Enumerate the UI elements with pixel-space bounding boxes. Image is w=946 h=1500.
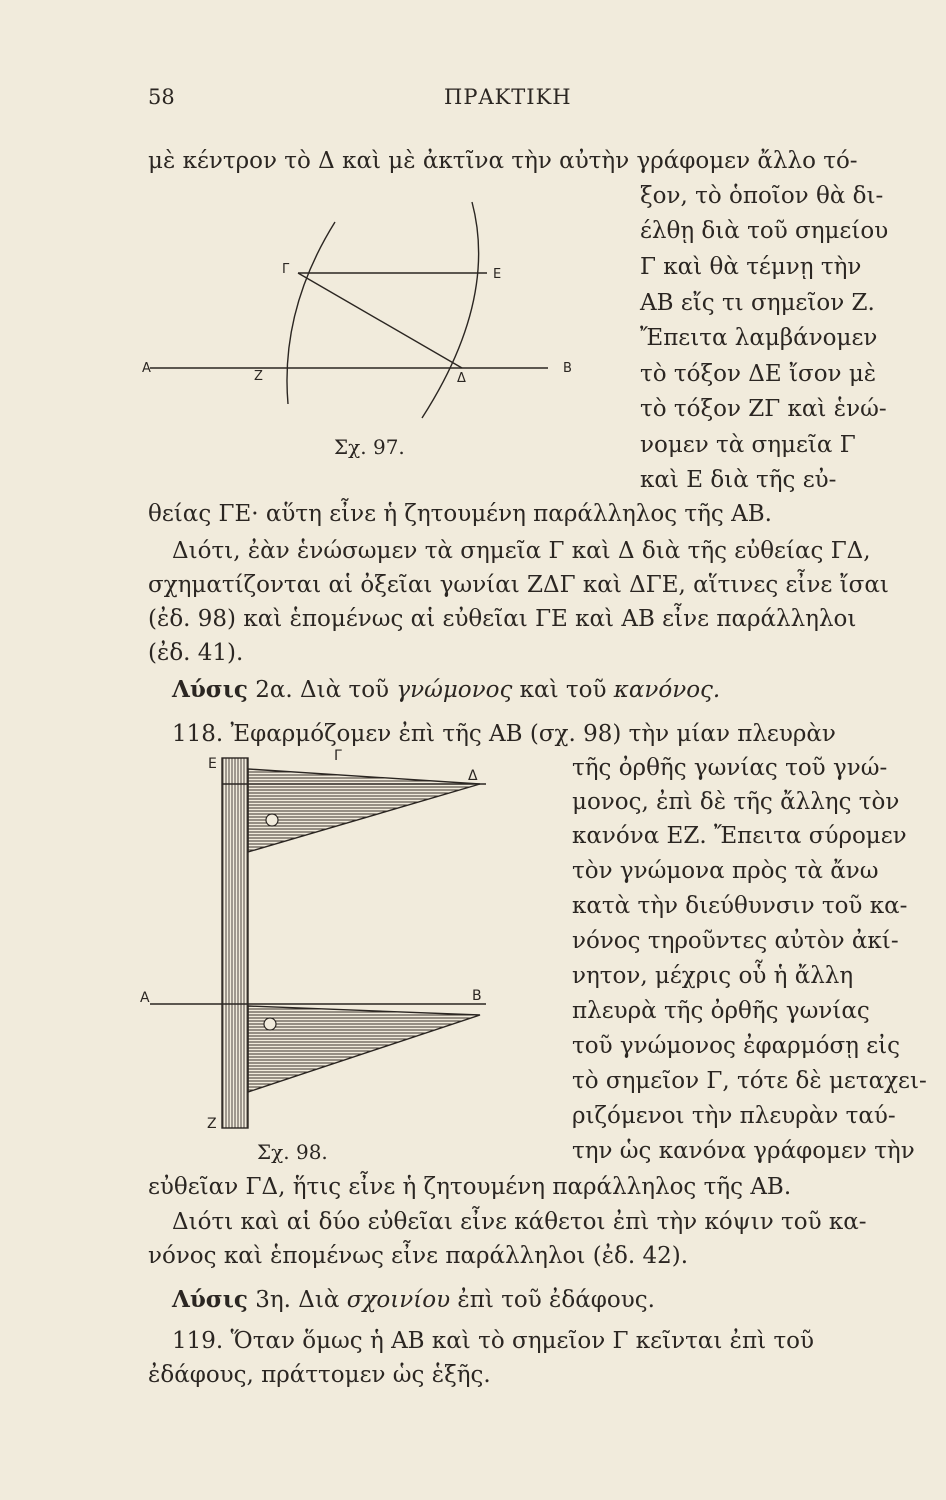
lysis-rest: ἐπὶ τοῦ ἐδάφους. bbox=[457, 1287, 655, 1313]
text-line: τὸ τόξον ΔΕ ἴσον μὲ bbox=[640, 361, 877, 387]
fig97-label-z: Ζ bbox=[254, 369, 263, 384]
set-square-lower bbox=[248, 1006, 480, 1092]
lysis-text: Διὰ τοῦ bbox=[300, 677, 390, 703]
fig97-label-e: Ε bbox=[493, 267, 502, 282]
text-line: (ἐδ. 41). bbox=[148, 640, 244, 666]
text-line: Ἔπειτα λαμβάνομεν bbox=[640, 325, 878, 351]
text-line: κατὰ τὴν διεύθυνσιν τοῦ κα- bbox=[572, 893, 908, 919]
text-line: τὸν γνώμονα πρὸς τὰ ἄνω bbox=[572, 858, 879, 884]
text-line: Διότι, ἐὰν ἑνώσωμεν τὰ σημεῖα Γ καὶ Δ διὰ τῆς εὐθείας ΓΔ, bbox=[172, 538, 871, 564]
lysis-3-heading bbox=[172, 1288, 655, 1312]
text-line: 119. Ὅταν ὅμως ἡ ΑΒ καὶ τὸ σημεῖον Γ κεῖνται ἐπὶ τοῦ bbox=[172, 1328, 815, 1354]
set-square-upper bbox=[248, 769, 480, 852]
fig97-label-a: Α bbox=[142, 361, 151, 376]
text-line: έλθῃ διὰ τοῦ σημείου bbox=[640, 218, 889, 244]
running-title: ΠΡΑΚΤΙΚΗ bbox=[444, 85, 572, 109]
text-line: καὶ Ε διὰ τῆς εὐ- bbox=[640, 467, 837, 493]
text-line: την ὡς κανόνα γράφομεν τὴν bbox=[572, 1138, 915, 1164]
text-line: τοῦ γνώμονος ἐφαρμόσῃ εἰς bbox=[572, 1033, 901, 1059]
text-line: Γ καὶ θὰ τέμνῃ τὴν bbox=[640, 254, 862, 280]
text-line: μονος, ἐπὶ δὲ τῆς ἄλλης τὸν bbox=[572, 789, 900, 815]
lysis-italic2: κανόνος. bbox=[613, 677, 721, 703]
lysis-num: 3η. bbox=[255, 1287, 291, 1313]
fig98-label-d: Δ bbox=[468, 768, 478, 784]
fig98-label-e: Ε bbox=[208, 756, 217, 772]
text-line: τῆς ὀρθῆς γωνίας τοῦ γνώ- bbox=[572, 755, 888, 781]
fig98-label-b: Β bbox=[472, 988, 482, 1004]
text-line: 118. Ἐφαρμόζομεν ἐπὶ τῆς ΑΒ (σχ. 98) τὴν μίαν πλευρὰν bbox=[172, 721, 836, 747]
fig98-label-g: Γ bbox=[334, 748, 342, 764]
lysis-italic: σχοινίου bbox=[346, 1287, 451, 1313]
lysis-num: 2α. bbox=[255, 677, 293, 703]
figure-98-caption: Σχ. 98. bbox=[257, 1140, 328, 1164]
text-line: νόνος τηροῦντες αὐτὸν ἀκί- bbox=[572, 928, 899, 954]
lysis-and: καὶ τοῦ bbox=[519, 677, 607, 703]
fig98-label-z: Ζ bbox=[207, 1116, 217, 1132]
lysis-italic1: γνώμονος bbox=[396, 677, 513, 703]
lysis-text: Διὰ bbox=[298, 1287, 340, 1313]
ruler-ez bbox=[222, 758, 248, 1128]
text-line: Διότι καὶ αἱ δύο εὐθεῖαι εἶνε κάθετοι ἐπὶ τὴν κόψιν τοῦ κα- bbox=[172, 1209, 867, 1235]
fig98-label-a: Α bbox=[140, 990, 150, 1006]
fig97-label-d: Δ bbox=[457, 371, 466, 386]
text-line: εὐθεῖαν ΓΔ, ἥτις εἶνε ἡ ζητουμένη παράλληλος τῆς ΑΒ. bbox=[148, 1174, 792, 1200]
lysis-lead: Λύσις bbox=[172, 1286, 248, 1313]
text-line: κανόνα ΕΖ. Ἔπειτα σύρομεν bbox=[572, 823, 907, 849]
text-line: τὸ τόξον ΖΓ καὶ ἑνώ- bbox=[640, 396, 887, 422]
text-line: νομεν τὰ σημεῖα Γ bbox=[640, 432, 856, 458]
fig97-label-b: Β bbox=[563, 361, 572, 376]
lysis-lead: Λύσις bbox=[172, 676, 248, 703]
text-line: θείας ΓΕ· αὕτη εἶνε ἡ ζητουμένη παράλληλος τῆς ΑΒ. bbox=[148, 501, 772, 527]
page-number: 58 bbox=[148, 85, 175, 109]
text-line: μὲ κέντρον τὸ Δ καὶ μὲ ἀκτῖνα τὴν αὐτὴν γράφομεν ἄλλο τό- bbox=[148, 148, 858, 174]
text-line: σχηματίζονται αἱ ὀξεῖαι γωνίαι ΖΔΓ καὶ ΔΓΕ, αἵτινες εἶνε ἴσαι bbox=[148, 572, 889, 598]
text-line: νητον, μέχρις οὗ ἡ ἄλλη bbox=[572, 963, 854, 989]
fig97-label-g: Γ bbox=[282, 262, 290, 277]
text-line: (ἐδ. 98) καὶ ἑπομένως αἱ εὐθεῖαι ΓΕ καὶ ΑΒ εἶνε παράλληλοι bbox=[148, 606, 857, 632]
figure-97-caption: Σχ. 97. bbox=[334, 435, 405, 459]
text-line: πλευρὰ τῆς ὀρθῆς γωνίας bbox=[572, 998, 870, 1024]
text-line: νόνος καὶ ἑπομένως εἶνε παράλληλοι (ἐδ. 42). bbox=[148, 1243, 689, 1269]
text-line: ΑΒ εἴς τι σημεῖον Ζ. bbox=[640, 290, 875, 316]
text-line: ξον, τὸ ὁποῖον θὰ δι- bbox=[640, 183, 884, 209]
text-line: ριζόμενοι τὴν πλευρὰν ταύ- bbox=[572, 1103, 896, 1129]
text-line: τὸ σημεῖον Γ, τότε δὲ μεταχει- bbox=[572, 1068, 927, 1094]
text-line: ἐδάφους, πράττομεν ὡς ἑξῆς. bbox=[148, 1362, 491, 1388]
